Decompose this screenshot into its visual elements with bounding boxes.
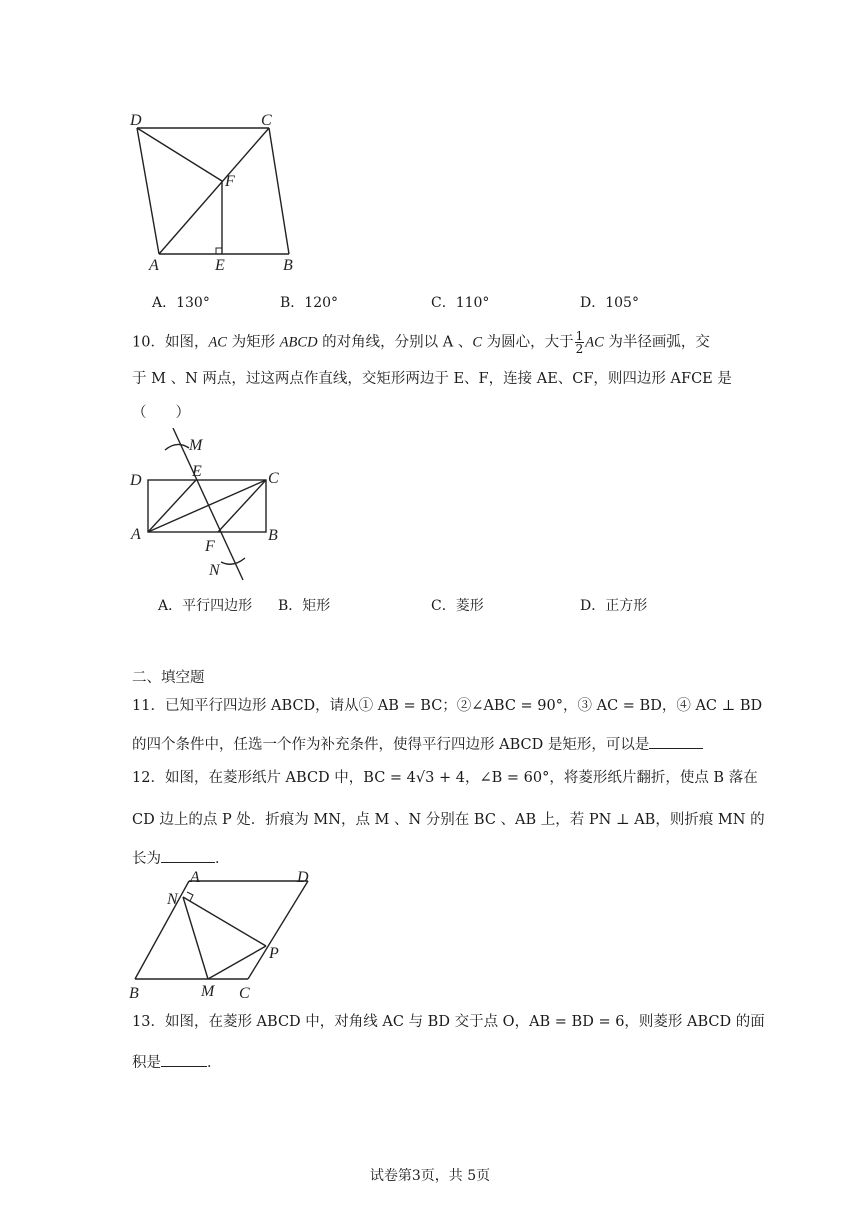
q10-line2: 于 M 、N 两点，过这两点作直线，交矩形两边于 E、F，连接 AE、CF，则四边形 AFCE 是 xyxy=(132,371,732,387)
q9-choice-a: A．130° xyxy=(152,295,210,311)
section-title: 二、填空题 xyxy=(132,670,205,686)
q12-line1: 12．如图，在菱形纸片 ABCD 中，BC = 4√3 + 4，∠B = 60°，将菱形纸片翻折，使点 B 落在 xyxy=(132,770,758,786)
answer-blank[interactable] xyxy=(161,1050,207,1067)
q12-line2: CD 边上的点 P 处．折痕为 MN，点 M 、N 分别在 BC 、AB 上，若 PN ⊥ AB，则折痕 MN 的 xyxy=(132,812,765,828)
label-d: D xyxy=(130,112,142,129)
q10-choice-c: C．菱形 xyxy=(431,598,484,614)
label-c: C xyxy=(268,470,279,487)
label-f: F xyxy=(205,538,215,555)
fraction-one-half: $\frac{1}{2}$ xyxy=(575,329,584,356)
label-d: D xyxy=(297,869,309,886)
label-b: B xyxy=(129,985,139,1002)
label-n: N xyxy=(209,562,220,579)
label-e: E xyxy=(215,257,225,274)
q9-choice-b: B．120° xyxy=(280,295,339,311)
label-m: M xyxy=(189,437,203,454)
label-d: D xyxy=(130,472,142,489)
answer-blank[interactable] xyxy=(649,732,703,749)
q9-choice-c: C．110° xyxy=(431,295,490,311)
q13-line2: 积是 ． xyxy=(132,1050,222,1073)
label-b: B xyxy=(268,527,278,544)
label-m: M xyxy=(201,983,215,1000)
q10-line1: 10．如图，AC 为矩形 ABCD 的对角线，分别以 A 、C 为圆心，大于 $\frac{1}{2}$ AC 为半径画弧，交 xyxy=(132,329,710,356)
label-f: F xyxy=(225,173,235,190)
page-footer: 试卷第3页，共 5页 xyxy=(369,1168,491,1184)
label-e: E xyxy=(192,463,202,480)
label-b: B xyxy=(283,257,293,274)
figure-q9 xyxy=(125,108,310,278)
label-a: A xyxy=(149,257,159,274)
label-a: A xyxy=(131,526,141,543)
q10-choice-a: A．平行四边形 xyxy=(158,598,253,614)
q11-line2: 的四个条件中，任选一个作为补充条件，使得平行四边形 ABCD 是矩形，可以是 xyxy=(132,732,703,755)
q11-line1: 11．已知平行四边形 ABCD，请从① AB = BC；②∠ABC = 90°，③ AC = BD，④ AC ⊥ BD xyxy=(132,698,763,714)
label-c: C xyxy=(261,112,272,129)
label-n: N xyxy=(167,891,178,908)
q10-choice-d: D．正方形 xyxy=(580,598,648,614)
q13-line1: 13．如图，在菱形 ABCD 中，对角线 AC 与 BD 交于点 O，AB = BD = 6，则菱形 ABCD 的面 xyxy=(132,1014,765,1030)
label-c: C xyxy=(239,985,250,1002)
answer-blank[interactable] xyxy=(161,846,215,863)
q9-choice-d: D．105° xyxy=(580,295,639,311)
q10-choice-b: B．矩形 xyxy=(278,598,331,614)
label-p: P xyxy=(269,945,279,962)
figure-q12 xyxy=(125,868,325,1003)
figure-q10 xyxy=(125,428,300,583)
label-a: A xyxy=(190,869,200,886)
q12-line3: 长为 ． xyxy=(132,846,230,869)
q10-line3: （ ） xyxy=(132,405,190,421)
